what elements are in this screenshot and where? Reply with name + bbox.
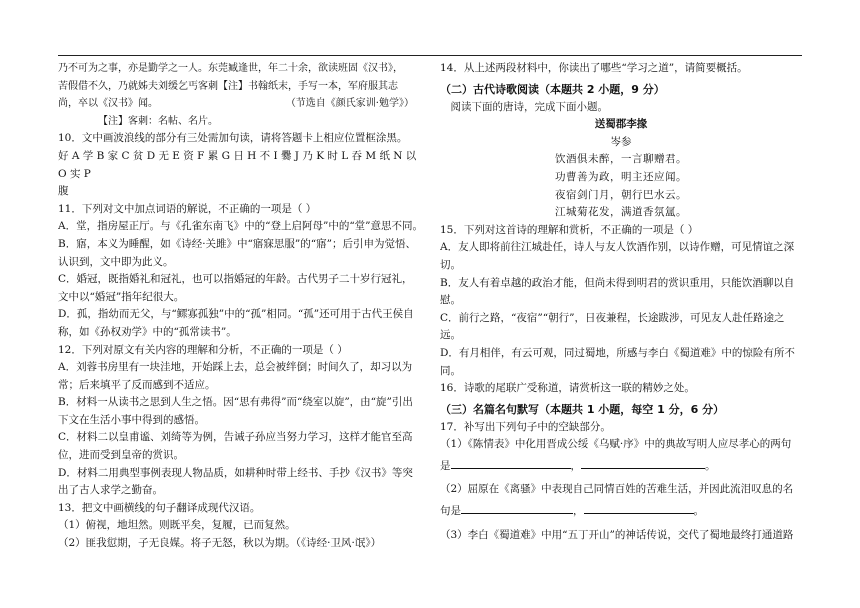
answer-blank[interactable] — [451, 457, 571, 469]
poem-author: 岑参 — [610, 135, 632, 148]
question-12-option-d: D．材料二用典型事例表现人物品质，如耕种时带上经书、手抄《汉书》等突 — [58, 466, 413, 479]
question-13: 13．把文中画横线的句子翻译成现代汉语。 — [58, 501, 261, 514]
poem-line: 江城菊花发，满道香氛氲。 — [555, 206, 687, 219]
question-12-option-b: B．材料一从读书之思到人生之悟。因“思有弗得”而“绕室以旋”，由“旋”引出 — [58, 396, 413, 409]
question-17-item-1: （1）《陈情表》中化用晋成公绥《乌赋·序》中的典故写明人应尽孝心的两句 — [440, 438, 792, 451]
poem-line: 功曹善为政，明主还应闻。 — [555, 170, 687, 183]
question-11-option-c-cont: 文中以“婚冠”指年纪很大。 — [58, 290, 185, 303]
question-12-option-c-cont: 位，进而受到皇帝的赏识。 — [58, 449, 184, 462]
answer-blank[interactable] — [581, 457, 705, 469]
question-17: 17．补写出下列句子中的空缺部分。 — [440, 420, 611, 433]
question-12-option-a-cont: 常；后来填平了反而感到不适应。 — [58, 378, 216, 391]
section-heading-poetry: （二）古代诗歌阅读（本题共 2 小题，9 分） — [440, 82, 665, 96]
poem-title: 送蜀郡李掾 — [594, 118, 648, 131]
question-11-option-c: C．婚冠，既指婚礼和冠礼，也可以指婚冠的年龄。古代男子二十岁行冠礼， — [58, 273, 413, 286]
annotation-note: 【注】客刺：名帖、名片。 — [98, 115, 218, 127]
header-rule — [58, 55, 802, 56]
section-heading-recitation: （三）名篇名句默写（本题共 1 小题，每空 1 分，6 分） — [440, 402, 725, 416]
poem-line: 夜宿剑门月，朝行巴水云。 — [555, 188, 687, 201]
question-15-option-a: A．友人即将前往江城赴任，诗人与友人饮酒作别，以诗作赠，可见情谊之深 — [440, 241, 795, 254]
question-17-item-3: （3）李白《蜀道难》中用“五丁开山”的神话传说，交代了蜀地最终打通道路 — [440, 528, 794, 541]
answer-blank[interactable] — [584, 502, 694, 514]
poem-line: 饮酒俱未醉，一言聊赠君。 — [555, 153, 687, 166]
blank-separator: ， — [573, 505, 584, 518]
question-11-option-d: D．孤，指幼而无父，与“鳏寡孤独”中的“孤”相同。“孤”还可用于古代王侯自 — [58, 308, 414, 321]
question-11: 11．下列对文中加点词语的解说，不正确的一项是（ ） — [58, 202, 317, 215]
poetry-instruction: 阅读下面的唐诗，完成下面小题。 — [450, 100, 608, 113]
question-11-option-a: A．堂，指房屋正厅。与《孔雀东南飞》中的“登上启阿母”中的“堂”意思不同。 — [58, 220, 424, 233]
question-15-option-a-cont: 切。 — [440, 258, 461, 271]
question-12: 12．下列对原文有关内容的理解和分析，不正确的一项是（ ） — [58, 343, 348, 356]
blank-end: 。 — [693, 505, 704, 518]
passage-line-end: 尚，卒以《汉书》闻。 — [58, 98, 158, 110]
passage-line: 苦假借不久，乃就姊夫刘缓乞丐客刺【注】书翰纸末，手写一本，军府服其志 — [58, 80, 398, 92]
question-12-option-b-cont: 下文在生活小事中得到的感悟。 — [58, 413, 205, 426]
question-15-option-b: B．友人有着卓越的政治才能，但尚未得到明君的赏识重用，只能饮酒聊以自 — [440, 276, 795, 289]
question-15-option-d: D．有月相伴，有云可观，同过蜀地，所感与李白《蜀道难》中的惊险有所不 — [440, 346, 795, 359]
blank-separator: ， — [570, 459, 581, 472]
blank-prefix: 句是 — [440, 505, 461, 518]
question-11-option-b-cont: 认识到，文中即为此义。 — [58, 255, 174, 268]
question-10-options: 好 A 学 B 家 C 贫 D 无 E 资 F 累 G 日 H 不 I 爨 J 乃 K 时 L 吞 M 纸 N 以 O 实 P — [58, 149, 417, 180]
passage-line: 乃不可为之事，亦是勤学之一人。东莞臧逢世，年二十余，欲读班固《汉书》， — [58, 63, 403, 74]
question-11-option-b: B．寤，本义为睡醒，如《诗经·关雎》中“寤寐思服”的“寤”；后引申为觉悟、 — [58, 237, 417, 250]
blank-prefix: 是 — [440, 459, 451, 472]
answer-blank[interactable] — [461, 502, 573, 514]
right-column — [440, 60, 802, 600]
left-column — [58, 60, 424, 600]
question-12-option-d-cont: 出了古人求学之勤奋。 — [58, 484, 163, 497]
passage-source: （节选自《颜氏家训·勉学》） — [285, 98, 414, 110]
question-15: 15．下列对这首诗的理解和赏析，不正确的一项是（ ） — [440, 223, 699, 236]
question-13-item-2: （2）匪我愆期，子无良媒。将子无怒，秋以为期。（《诗经·卫风·氓》） — [58, 537, 382, 550]
question-11-option-d-cont: 称，如《孙权劝学》中的“孤常读书”。 — [58, 325, 237, 338]
blank-end: 。 — [705, 459, 716, 472]
question-17-item-2-blanks — [440, 502, 802, 521]
passage-line — [58, 95, 424, 113]
question-15-option-c: C．前行之路，“夜宿”“朝行”，日夜兼程，长途跋涉，可见友人赴任路途之远。 — [440, 311, 785, 342]
question-16: 16．诗歌的尾联广受称道，请赏析这一联的精妙之处。 — [440, 382, 695, 395]
question-10: 10．文中画波浪线的部分有三处需加句读，请将答题卡上相应位置框涂黑。 — [58, 132, 408, 145]
question-15-option-b-cont: 慰。 — [440, 294, 461, 307]
question-15-option-d-cont: 同。 — [440, 364, 461, 377]
question-13-item-1: （1）俯视，地坦然。则既平矣，复履，已而复然。 — [58, 519, 296, 532]
question-12-option-c: C．材料二以皇甫谧、刘绮等为例，告诫子孙应当努力学习，这样才能官至高 — [58, 431, 413, 444]
question-17-item-2: （2）屈原在《离骚》中表现自己同情百姓的苦难生活，并因此流泪叹息的名 — [440, 483, 794, 496]
question-17-item-1-blanks — [440, 457, 802, 476]
question-10-options-cont: 腹 — [58, 185, 69, 198]
question-12-option-a: A．刘蓉书房里有一块洼地，开始踩上去，总会被绊倒；时间久了，却习以为 — [58, 361, 413, 374]
question-14: 14．从上述两段材料中，你读出了哪些“学习之道”，请简要概括。 — [440, 62, 748, 74]
